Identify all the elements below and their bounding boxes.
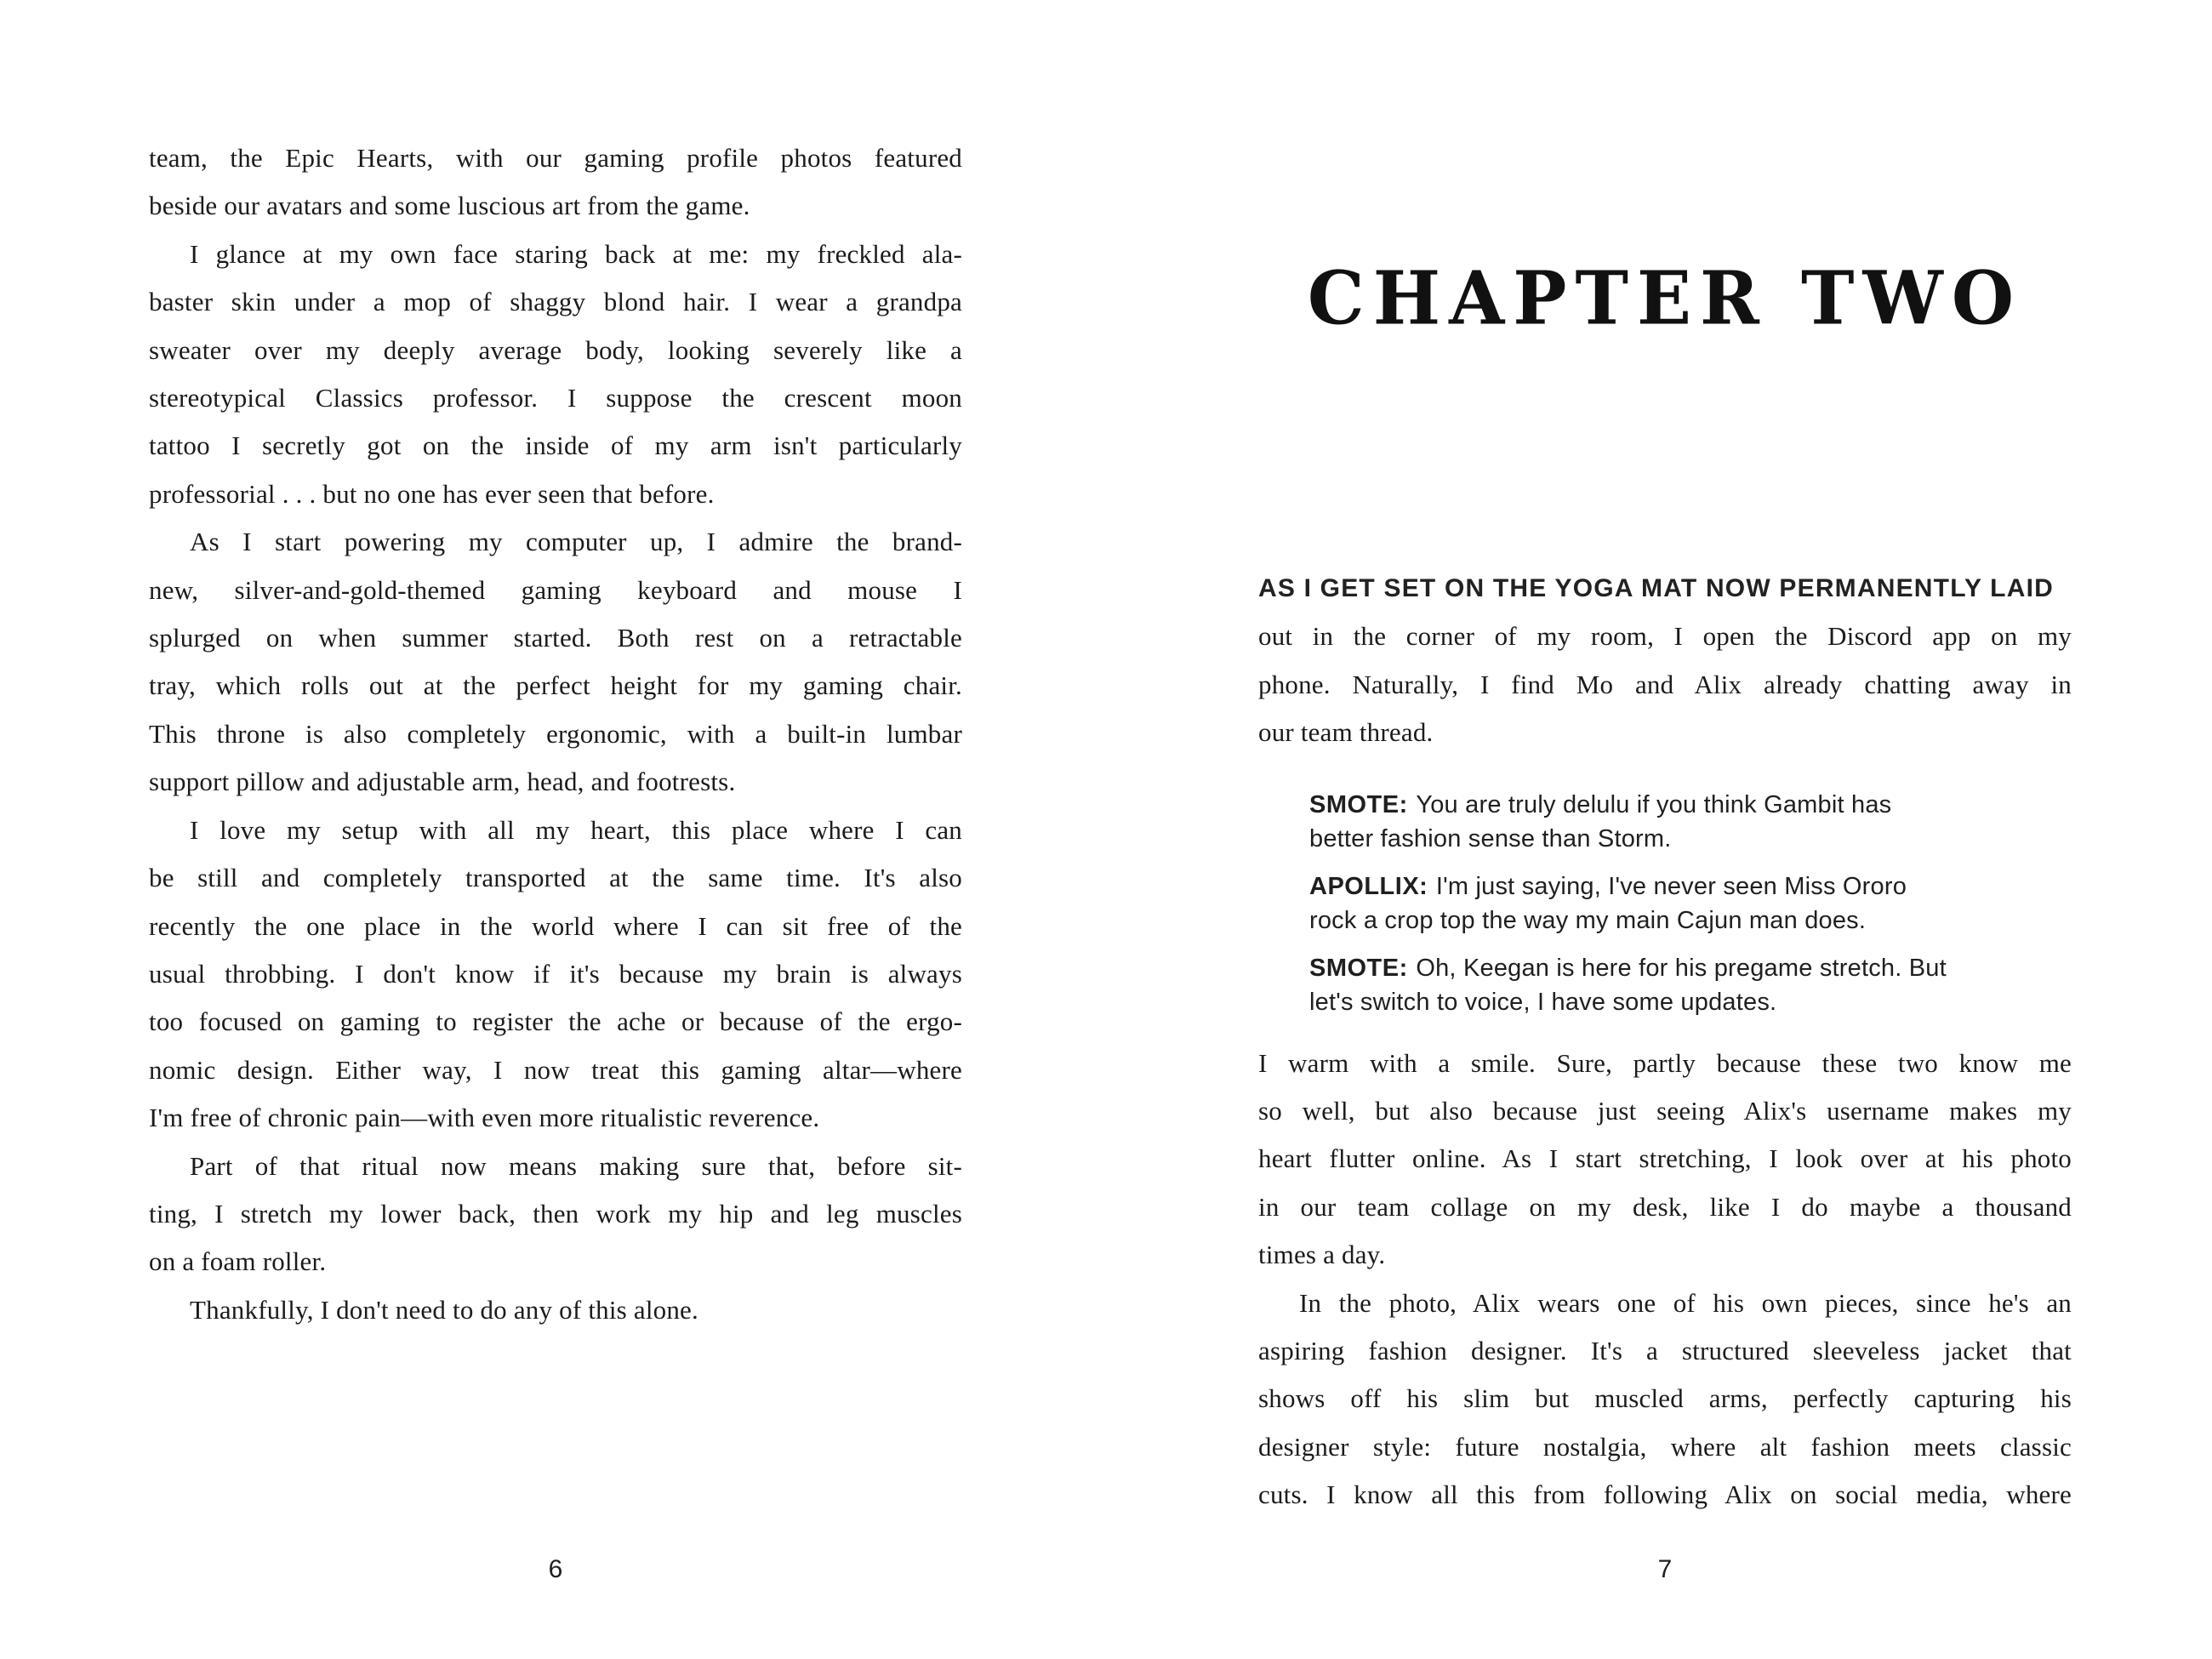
text-line: support pillow and adjustable arm, head, and footrests.	[149, 767, 736, 797]
text-line: tattoo I secretly got on the inside of my arm isn't particularly	[149, 430, 962, 461]
page-number-left: 6	[548, 1555, 563, 1583]
text-line: In the photo, Alix wears one of his own pieces, since he's an	[1299, 1287, 2072, 1318]
body-paragraph	[149, 1286, 962, 1334]
text-line: aspiring fashion designer. It's a structured sleeveless jacket that	[1258, 1336, 2072, 1366]
text-line: shows off his slim but muscled arms, perfectly capturing his	[1258, 1383, 2072, 1414]
text-line: be still and completely transported at the same time. It's also	[149, 863, 962, 893]
body-paragraph	[149, 1143, 962, 1286]
chat-extract	[1309, 788, 2051, 1019]
chat-line: better fashion sense than Storm.	[1309, 824, 1672, 852]
text-line: heart flutter online. As I start stretching, I look over at his photo	[1258, 1143, 2072, 1174]
text-line: Part of that ritual now means making sure that, before sit-	[190, 1150, 962, 1181]
chat-line	[1309, 951, 2051, 985]
text-line: tray, which rolls out at the perfect height for my gaming chair.	[149, 670, 962, 701]
text-line: phone. Naturally, I find Mo and Alix already chatting away in	[1258, 669, 2072, 699]
left-text-column	[149, 134, 962, 1334]
chat-text: I'm just saying, I've never seen Miss Ororo	[1435, 872, 1907, 900]
text-line: cuts. I know all this from following Alix on social media, where	[1258, 1479, 2072, 1510]
chat-line: rock a crop top the way my main Cajun man does.	[1309, 906, 1867, 934]
right-page	[1106, 0, 2212, 1659]
text-line: too focused on gaming to register the ache or because of the ergo-	[149, 1006, 962, 1037]
chat-text: Oh, Keegan is here for his pregame stretch. But	[1416, 954, 1947, 982]
text-line: sweater over my deeply average body, looking severely like a	[149, 334, 962, 365]
text-line: usual throbbing. I don't know if it's because my brain is always	[149, 958, 962, 989]
chat-line	[1309, 788, 2051, 822]
body-paragraph	[1258, 1040, 2072, 1280]
body-paragraph	[1258, 613, 2072, 756]
text-line: I'm free of chronic pain—with even more ritualistic reverence.	[149, 1103, 820, 1133]
chat-speaker: SMOTE:	[1309, 790, 1408, 818]
text-line: ting, I stretch my lower back, then work my hip and leg muscles	[149, 1198, 962, 1229]
text-line: so well, but also because just seeing Alix's username makes my	[1258, 1096, 2072, 1126]
text-line: team, the Epic Hearts, with our gaming profile photos featured	[149, 143, 962, 173]
chat-line: let's switch to voice, I have some updates.	[1309, 988, 1777, 1016]
text-line: I warm with a smile. Sure, partly because these two know me	[1258, 1047, 2072, 1078]
chat-speaker: APOLLIX:	[1309, 872, 1428, 900]
text-line: As I start powering my computer up, I admire the brand-	[190, 527, 962, 557]
text-line: This throne is also completely ergonomic, with a built-in lumbar	[149, 718, 962, 749]
text-line: times a day.	[1258, 1240, 1386, 1270]
chat-text: You are truly delulu if you think Gambit has	[1416, 790, 1892, 818]
text-line: beside our avatars and some luscious art from the game.	[149, 191, 750, 221]
text-line: professorial . . . but no one has ever seen that before.	[149, 478, 715, 509]
chat-message	[1309, 951, 2051, 1019]
chapter-title: CHAPTER TWO	[1307, 255, 2023, 341]
body-paragraph	[149, 231, 962, 518]
body-paragraph	[149, 807, 962, 1143]
text-line: on a foam roller.	[149, 1246, 327, 1277]
text-line: nomic design. Either way, I now treat this gaming altar—where	[149, 1054, 962, 1085]
text-line: splurged on when summer started. Both rest on a retractable	[149, 623, 962, 653]
text-line: I glance at my own face staring back at me: my freckled ala-	[190, 238, 962, 269]
text-line: our team thread.	[1258, 717, 1434, 748]
text-line: I love my setup with all my heart, this place where I can	[190, 814, 962, 845]
text-line: recently the one place in the world where I can sit free of the	[149, 910, 962, 941]
text-line: designer style: future nostalgia, where alt fashion meets classic	[1258, 1431, 2072, 1462]
chat-speaker: SMOTE:	[1309, 954, 1408, 982]
body-paragraph	[149, 134, 962, 231]
body-paragraph	[149, 518, 962, 806]
text-line: in our team collage on my desk, like I do maybe a thousand	[1258, 1191, 2072, 1222]
text-line: stereotypical Classics professor. I suppose the crescent moon	[149, 383, 962, 413]
lead-in-line: AS I GET SET ON THE YOGA MAT NOW PERMANENTLY LAID	[1258, 574, 2054, 602]
body-paragraph	[1258, 1280, 2072, 1519]
chat-message	[1309, 869, 2051, 938]
chat-message	[1309, 788, 2051, 856]
page-number-right: 7	[1657, 1555, 1673, 1583]
text-line: new, silver-and-gold-themed gaming keyboard and mouse I	[149, 574, 962, 605]
right-text-column	[1258, 565, 2072, 1519]
chat-line	[1309, 869, 2051, 904]
text-line: baster skin under a mop of shaggy blond hair. I wear a grandpa	[149, 287, 962, 317]
text-line: Thankfully, I don't need to do any of this alone.	[190, 1294, 698, 1325]
text-line: out in the corner of my room, I open the Discord app on my	[1258, 621, 2072, 652]
